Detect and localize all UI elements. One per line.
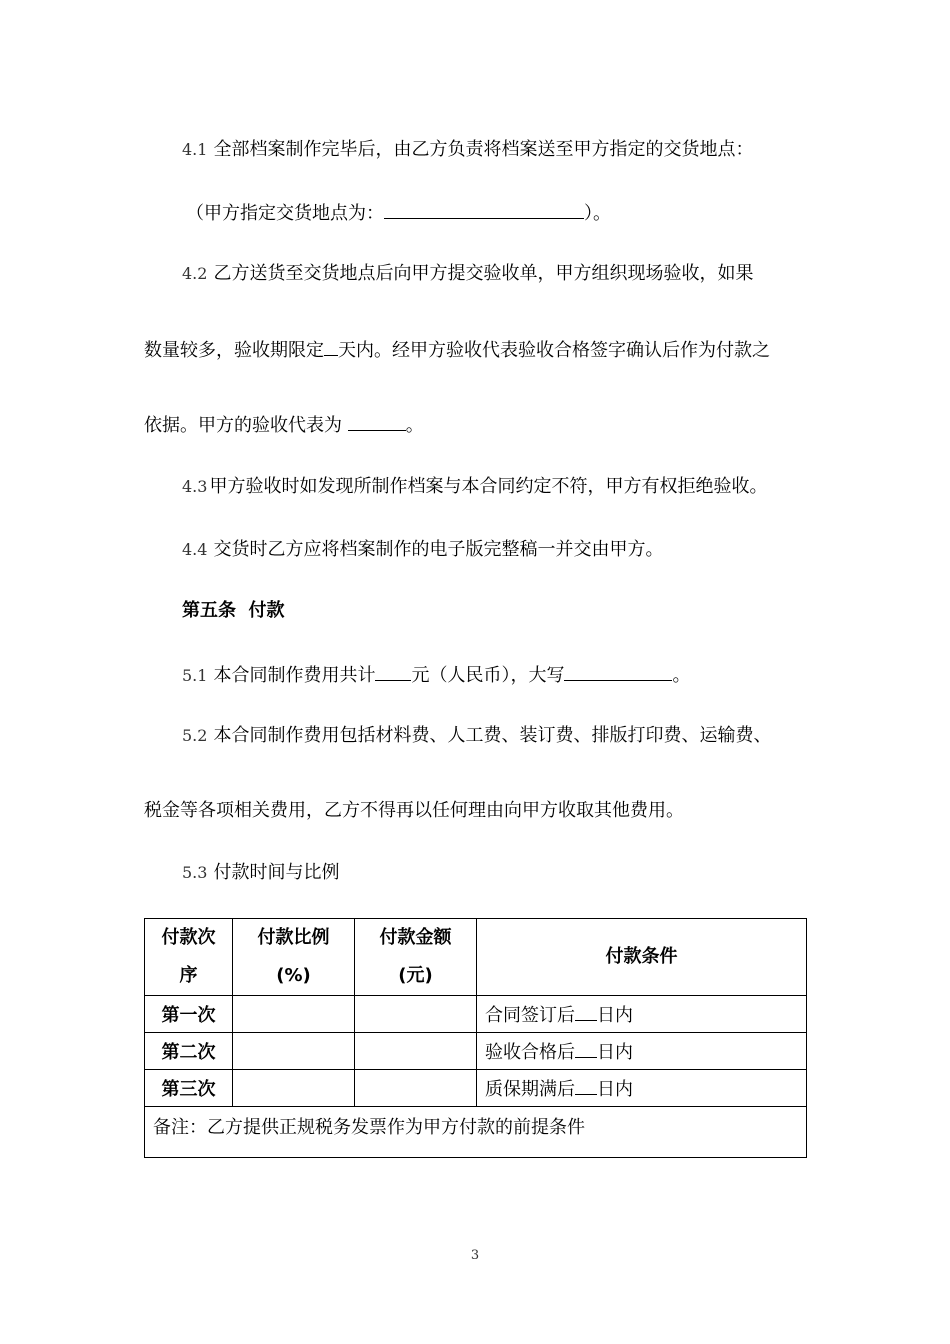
- amount-cell: [355, 1033, 477, 1070]
- header-seq: [145, 919, 233, 996]
- header-amount: [355, 919, 477, 996]
- clause-4-2-cont: [144, 337, 770, 363]
- header-amount-line2: (元): [398, 965, 433, 986]
- condition-text: 验收合格后: [485, 1042, 575, 1063]
- clause-text: 。: [405, 415, 424, 436]
- payment-table: [144, 918, 807, 1158]
- clause-4-1: [182, 138, 753, 162]
- clause-4-2-cont2: [144, 412, 424, 438]
- condition-cell: [477, 996, 807, 1033]
- clause-text: 税金等各项相关费用，乙方不得再以任何理由向甲方收取其他费用。: [144, 800, 684, 821]
- clause-4-3: [182, 475, 767, 499]
- condition-cell: [477, 1070, 807, 1107]
- clause-text: 乙方送货至交货地点后向甲方提交验收单，甲方组织现场验收，如果: [213, 263, 754, 284]
- clause-4-1-address: [186, 200, 611, 226]
- ratio-cell: [233, 1033, 355, 1070]
- clause-text: 数量较多，验收期限定: [144, 340, 324, 361]
- condition-suffix: 日内: [597, 1042, 633, 1063]
- clause-text: 。: [672, 665, 691, 686]
- address-close: ）。: [584, 203, 611, 224]
- condition-suffix: 日内: [597, 1079, 633, 1100]
- clause-text: 本合同制作费用共计: [213, 665, 376, 686]
- amount-blank: [375, 662, 411, 681]
- condition-text: 质保期满后: [485, 1079, 575, 1100]
- section-5-title: 第五条 付款: [182, 600, 285, 621]
- clause-text: 元（人民币），大写: [411, 665, 565, 686]
- header-amount-line1: 付款金额: [379, 927, 452, 948]
- clause-4-4: [182, 538, 663, 562]
- header-seq-line2: 序: [179, 965, 198, 986]
- table-note: 备注：乙方提供正规税务发票作为甲方付款的前提条件: [145, 1107, 807, 1158]
- representative-blank: [348, 412, 406, 431]
- clause-text: 交货时乙方应将档案制作的电子版完整稿一并交由甲方。: [213, 539, 664, 560]
- address-blank: [384, 200, 584, 219]
- clause-text: 天内。经甲方验收代表验收合格签字确认后作为付款之: [338, 340, 770, 361]
- days-blank: [575, 1039, 597, 1058]
- header-seq-line1: 付款次: [161, 927, 216, 948]
- clause-text: 本合同制作费用包括材料费、人工费、装订费、排版打印费、运输费、: [213, 725, 772, 746]
- amount-words-blank: [564, 662, 672, 681]
- table-row: [145, 1070, 807, 1107]
- days-blank: [575, 1002, 597, 1021]
- clause-4-2: [182, 262, 753, 286]
- clause-text: 全部档案制作完毕后，由乙方负责将档案送至甲方指定的交货地点：: [213, 139, 754, 160]
- clause-5-2: [182, 724, 771, 748]
- condition-suffix: 日内: [597, 1005, 633, 1026]
- condition-cell: [477, 1033, 807, 1070]
- clause-5-2-cont: [144, 799, 684, 823]
- table-header-row: [145, 919, 807, 996]
- table-note-row: [145, 1107, 807, 1158]
- clause-5-1: [182, 662, 690, 688]
- row-label: 第一次: [145, 996, 233, 1033]
- amount-cell: [355, 996, 477, 1033]
- amount-cell: [355, 1070, 477, 1107]
- clause-5-3: [182, 861, 339, 885]
- header-ratio-line1: 付款比例: [257, 927, 330, 948]
- condition-text: 合同签订后: [485, 1005, 575, 1026]
- clause-number: 5.3: [182, 863, 208, 882]
- clause-text: 依据。甲方的验收代表为: [144, 415, 348, 436]
- header-ratio: [233, 919, 355, 996]
- header-condition: 付款条件: [477, 919, 807, 996]
- clause-number: 4.1: [182, 140, 208, 159]
- page-number: 3: [470, 1248, 480, 1263]
- ratio-cell: [233, 1070, 355, 1107]
- address-label: （甲方指定交货地点为：: [186, 203, 384, 224]
- row-label: 第三次: [145, 1070, 233, 1107]
- clause-number: 5.1: [182, 666, 208, 685]
- table-row: [145, 996, 807, 1033]
- clause-text: 付款时间与比例: [213, 862, 340, 883]
- clause-number: 4.2: [182, 264, 208, 283]
- clause-number: 4.4: [182, 540, 208, 559]
- row-label: 第二次: [145, 1033, 233, 1070]
- days-blank: [324, 337, 338, 356]
- table-row: [145, 1033, 807, 1070]
- header-ratio-line2: (%): [276, 965, 311, 986]
- ratio-cell: [233, 996, 355, 1033]
- clause-text: 甲方验收时如发现所制作档案与本合同约定不符，甲方有权拒绝验收。: [209, 476, 768, 497]
- days-blank: [575, 1076, 597, 1095]
- clause-number: 4.3: [182, 477, 208, 496]
- clause-number: 5.2: [182, 726, 208, 745]
